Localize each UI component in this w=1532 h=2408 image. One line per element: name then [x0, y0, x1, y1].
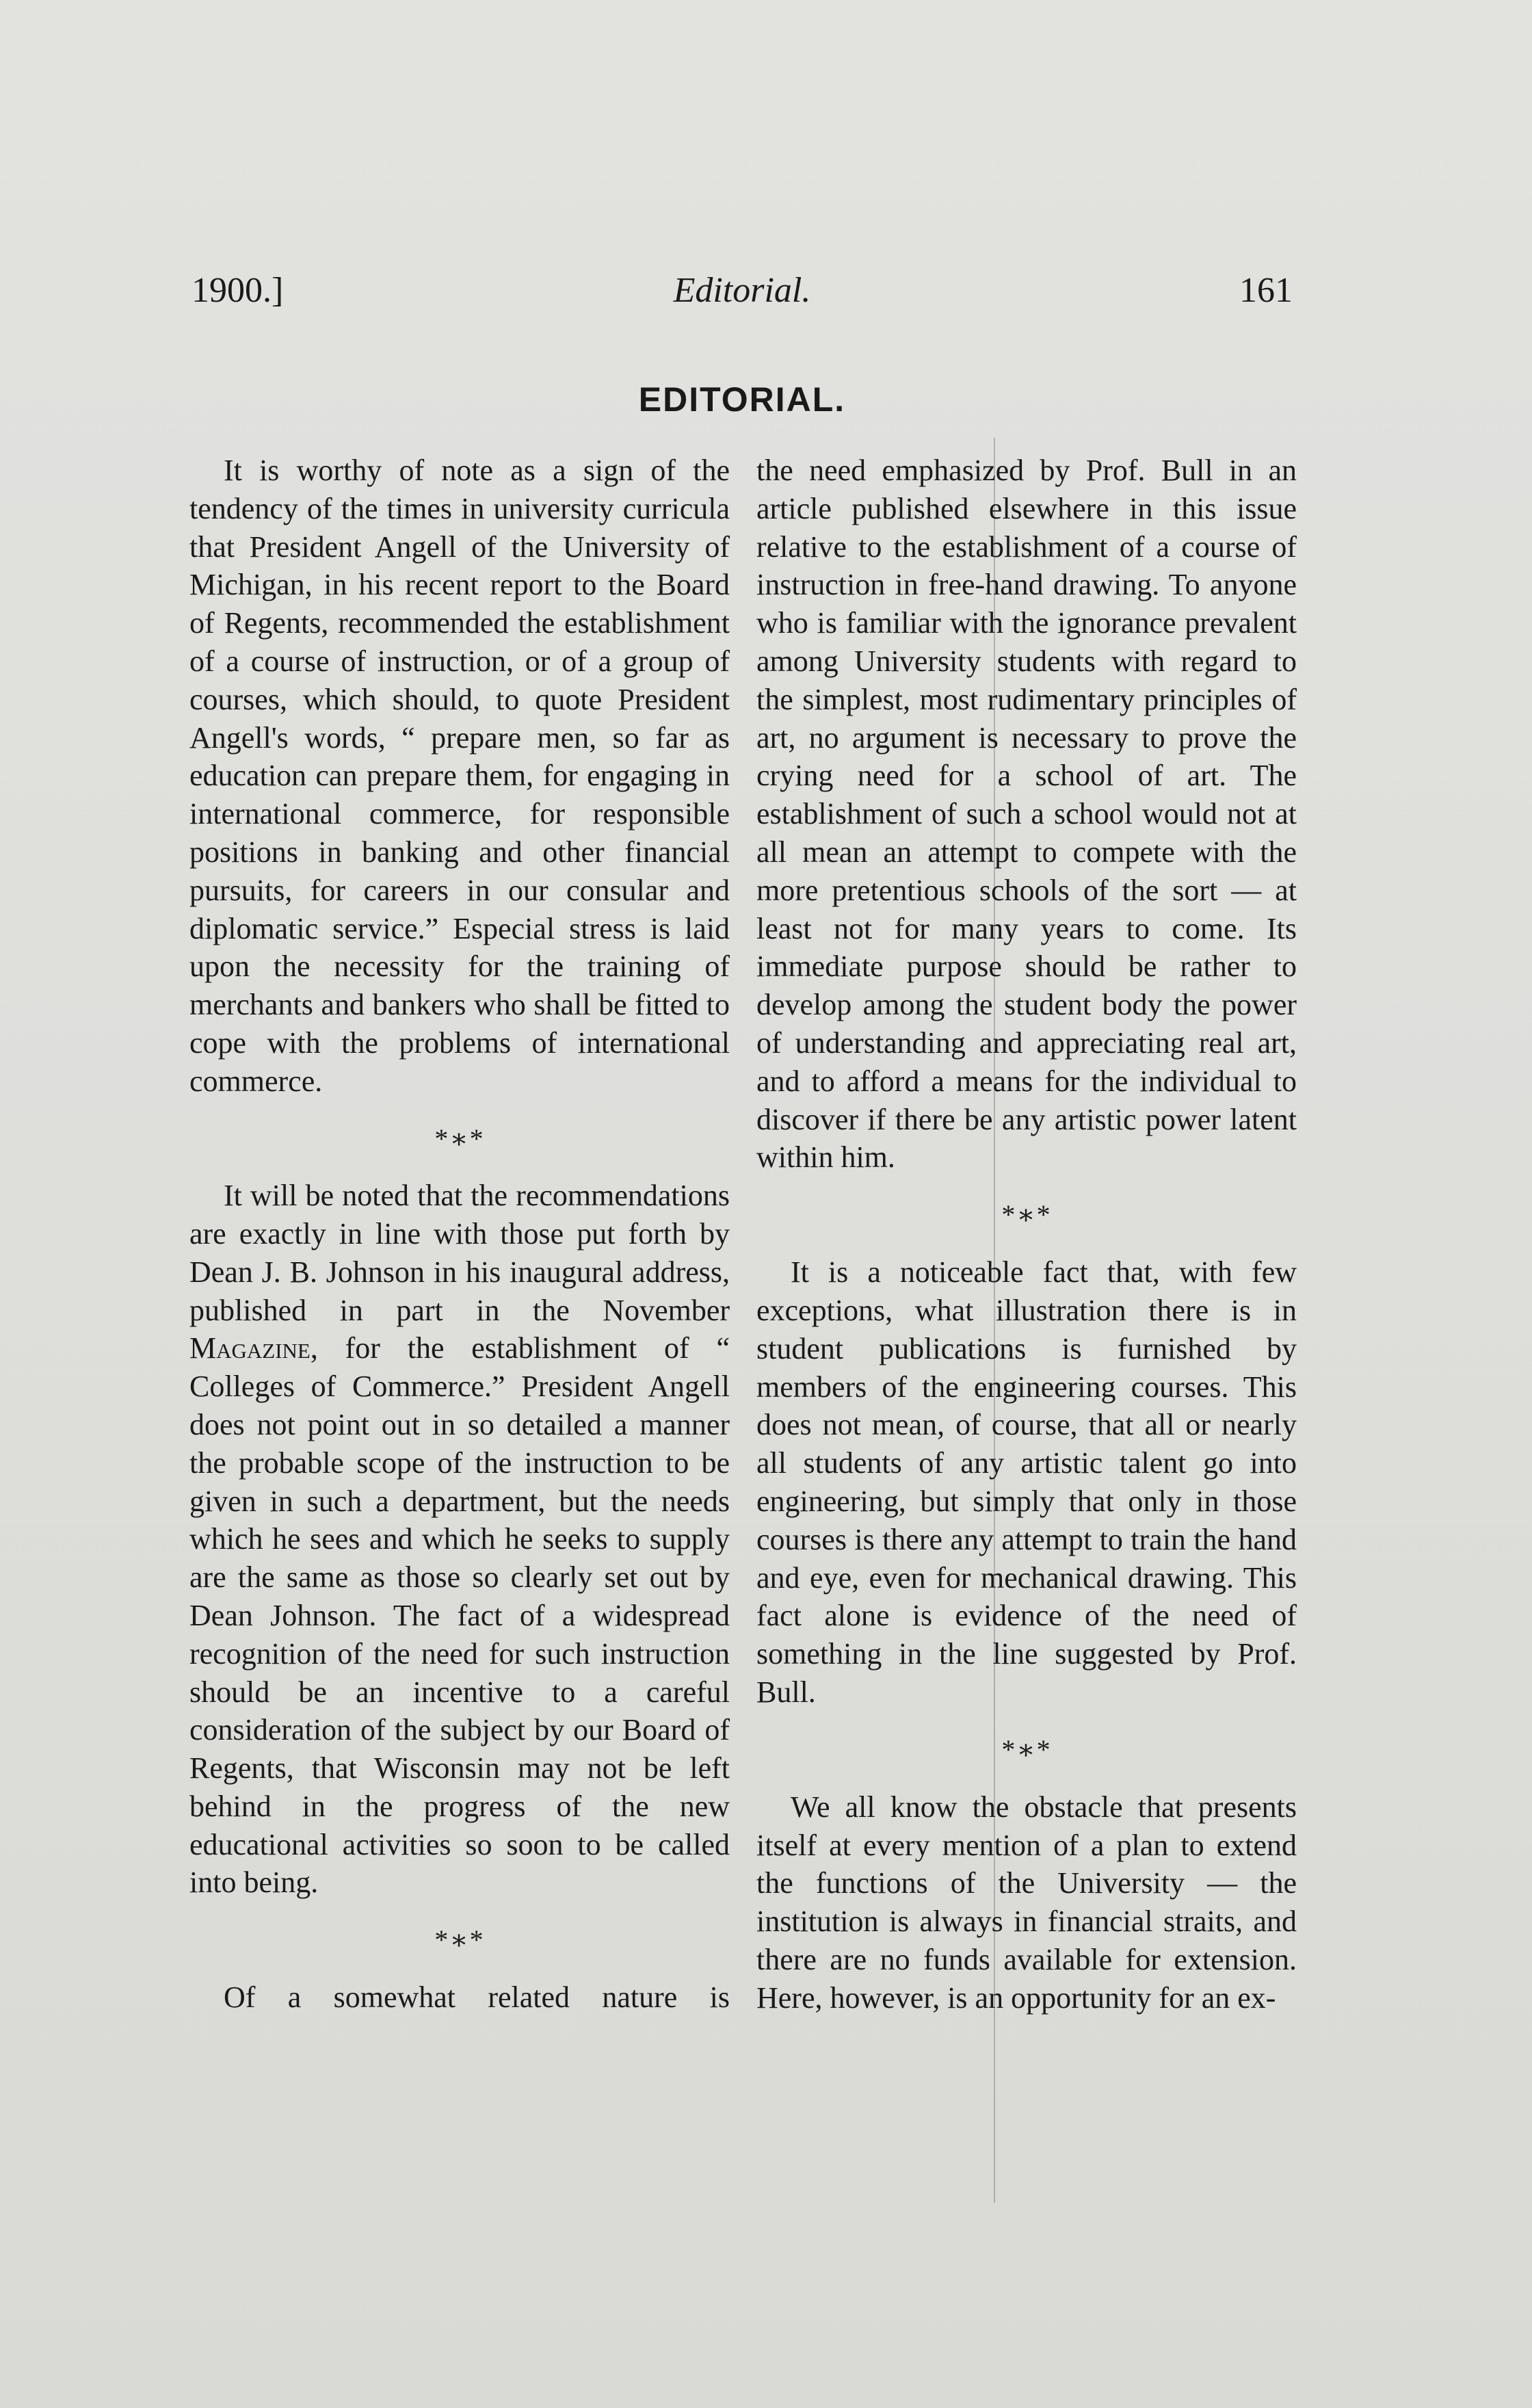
paragraph-related-nature: Of a somewhat related nature is: [224, 1980, 730, 2014]
right-column: [756, 452, 1297, 2017]
paragraph-art-school: the need emphasized by Prof. Bull in an article published elsewhere in this issue relative to the establishment of a course of instruction in free-hand drawing. To anyone who is familiar with the ignorance prevalent among University students with regard to the simplest, most rudimentary principles of art, no argument is necessary to prove the crying need for a school of art. The establishment of such a school would not at all mean an attempt to compete with the more pretentious schools of the sort — at least not for many years to come. Its immediate purpose should be rather to develop among the student body the power of understanding and appreciating real art, and to afford a means for the individual to discover if there be any artistic power latent within him.: [756, 454, 1297, 1175]
section-separator: *∗*: [434, 1924, 485, 1956]
header-year: 1900.]: [192, 271, 284, 310]
page-title: EDITORIAL.: [638, 380, 846, 419]
running-header: [192, 270, 1293, 325]
paragraph-illustration: It is a noticeable fact that, with few exceptions, what illustration there is in student publications is furnished by members of the engineering courses. This does not mean, of course, that all or nearly all students of any artistic talent go into engineering, but simply that only in those courses is there any attempt to train the hand and eye, even for mechanical drawing. This fact alone is evidence of the need of something in the line suggested by Prof. Bull.: [756, 1255, 1297, 1709]
magazine-name: Magazine: [189, 1331, 311, 1365]
paragraph-obstacle: We all know the obstacle that presents itself at every mention of a plan to extend the functions of the University — the institution is always in financial straits, and there are no funds available for extension. Here, however, is an opportunity for an ex-: [756, 1790, 1297, 2015]
section-separator: *∗*: [1001, 1733, 1052, 1765]
section-separator: *∗*: [1001, 1199, 1052, 1231]
paragraph-text: , for the establishment of “ Colleges of Commerce.” President Angell does not point out in so detailed a manner the probable scope of the instruction to be given in such a department, but the needs which he sees and which he seeks to supply are the same as those so clearly set out by Dean Johnson. The fact of a widespread recognition of the need for such instruction should be an incentive to a careful consideration of the subject by our Board of Regents, that Wisconsin may not be left behind in the progress of the new educational activities so soon to be called into being.: [189, 1331, 730, 1900]
paragraph-text: It will be noted that the recommendations are exactly in line with those put forth by Dean J. B. Johnson in his inaugural address, published in part in the November: [189, 1179, 730, 1327]
section-separator: *∗*: [434, 1123, 485, 1154]
header-page-number: 161: [1239, 271, 1293, 310]
header-section: Editorial.: [673, 271, 811, 310]
left-column: [189, 452, 730, 2017]
paragraph-recommendations: [189, 1177, 730, 1902]
paragraph-angell-report: It is worthy of note as a sign of the tendency of the times in university curricula that President Angell of the University of Michigan, in his recent report to the Board of Regents, recommended the establishment of a course of instruction, or of a group of courses, which should, to quote President Angell's words, “ prepare men, so far as education can prepare them, for engaging in international commerce, for responsible positions in banking and other financial pursuits, for careers in our consular and diplomatic service.” Especial stress is laid upon the necessity for the training of merchants and bankers who shall be fitted to cope with the problems of international commerce.: [189, 454, 730, 1098]
